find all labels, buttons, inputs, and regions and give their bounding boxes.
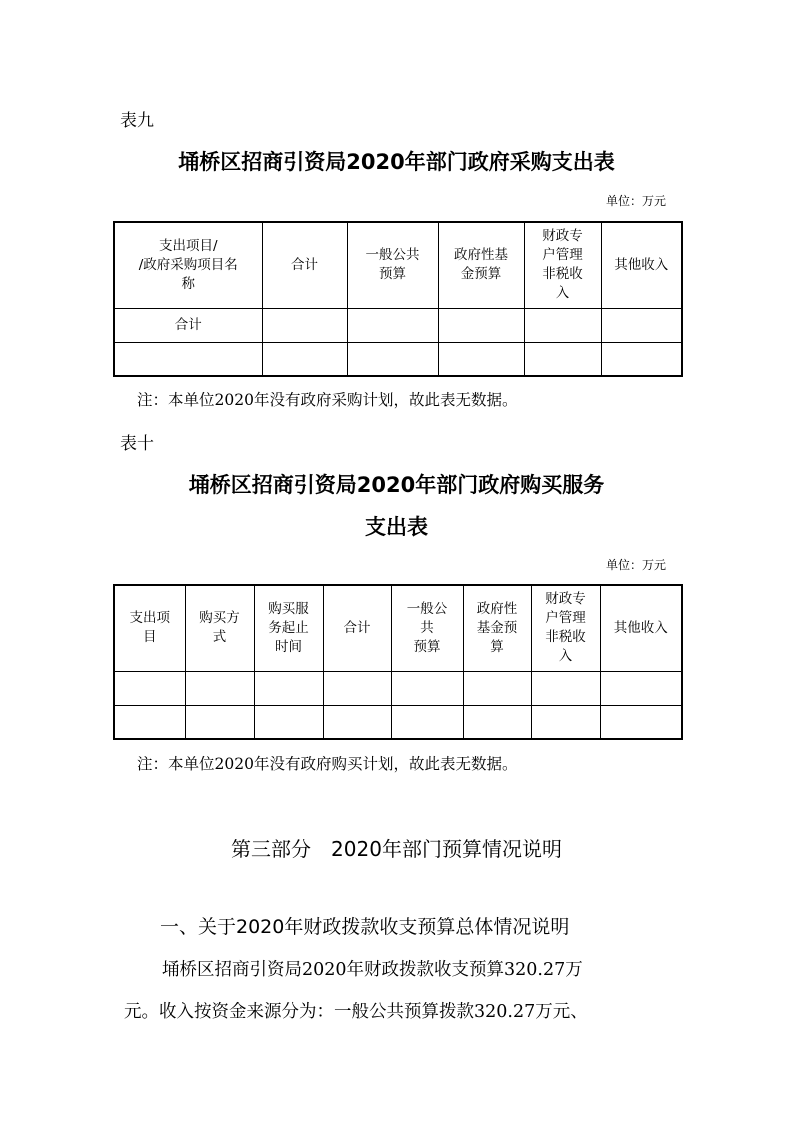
table-cell: [347, 342, 438, 376]
table9-unit: 单位：万元: [606, 194, 667, 208]
table9-header-cell: 财政专 户管理 非税收 入: [524, 222, 601, 308]
table10-header-cell: 支出项 目: [114, 585, 185, 671]
table9-title: 埇桥区招商引资局2020年部门政府采购支出表: [178, 150, 615, 174]
table-cell: [524, 342, 601, 376]
table-row: [114, 671, 682, 705]
table10-header-cell: 合计: [323, 585, 391, 671]
table-cell: [391, 705, 463, 739]
table-cell: [323, 705, 391, 739]
table-cell: [463, 671, 531, 705]
table-cell: [185, 705, 254, 739]
table9-header-cell: 其他收入: [601, 222, 682, 308]
table10-header-row: [114, 585, 682, 671]
table-cell: [254, 705, 323, 739]
table-cell: [114, 671, 185, 705]
table-cell: [323, 671, 391, 705]
table9-header-cell: 合计: [262, 222, 347, 308]
table10-unit: 单位：万元: [606, 558, 667, 572]
table-row: [114, 705, 682, 739]
part3-heading: 第三部分 2020年部门预算情况说明: [231, 837, 562, 861]
table-cell: [438, 342, 524, 376]
table10-title-line2: 支出表: [365, 515, 428, 539]
paragraph-line-2: 元。收入按资金来源分为：一般公共预算拨款320.27万元、: [124, 1002, 588, 1022]
paragraph-line-1: 埇桥区招商引资局2020年财政拨款收支预算320.27万: [162, 960, 583, 980]
table10-grid: [113, 584, 683, 740]
table-cell: [600, 671, 682, 705]
section1-heading: 一、关于2020年财政拨款收支预算总体情况说明: [160, 916, 570, 938]
table-cell: [114, 705, 185, 739]
table9-header-cell: 支出项目/ /政府采购项目名 称: [114, 222, 262, 308]
table-cell: [463, 705, 531, 739]
table9-header-row: [114, 222, 682, 308]
table10-header-cell: 政府性 基金预 算: [463, 585, 531, 671]
table10-note: 注：本单位2020年没有政府购买计划，故此表无数据。: [137, 755, 518, 773]
table-row: [114, 342, 682, 376]
table-cell: [347, 308, 438, 342]
table-cell: [531, 671, 600, 705]
table-cell: [185, 671, 254, 705]
table-cell: [114, 342, 262, 376]
table10-header-cell: 财政专 户管理 非税收 入: [531, 585, 600, 671]
table9-grid: [113, 221, 683, 377]
table-cell: [601, 342, 682, 376]
table10-title-line1: 埇桥区招商引资局2020年部门政府购买服务: [188, 473, 605, 497]
table9-header-cell: 政府性基 金预算: [438, 222, 524, 308]
table10-header-cell: 购买方 式: [185, 585, 254, 671]
table-cell: [601, 308, 682, 342]
table-cell: [391, 671, 463, 705]
table9-label: 表九: [120, 111, 154, 131]
table10-header-cell: 购买服 务起止 时间: [254, 585, 323, 671]
table9-header-cell: 一般公共 预算: [347, 222, 438, 308]
table10-label: 表十: [120, 434, 154, 454]
table-cell: [524, 308, 601, 342]
table-row: [114, 308, 682, 342]
table-cell: [531, 705, 600, 739]
table-cell: [600, 705, 682, 739]
table-cell: [262, 308, 347, 342]
table-cell: [262, 342, 347, 376]
table-cell: [254, 671, 323, 705]
table9-total-label: 合计: [114, 308, 262, 342]
table-cell: [438, 308, 524, 342]
table9-note: 注：本单位2020年没有政府采购计划，故此表无数据。: [137, 391, 518, 409]
table10-header-cell: 一般公 共 预算: [391, 585, 463, 671]
table10-header-cell: 其他收入: [600, 585, 682, 671]
